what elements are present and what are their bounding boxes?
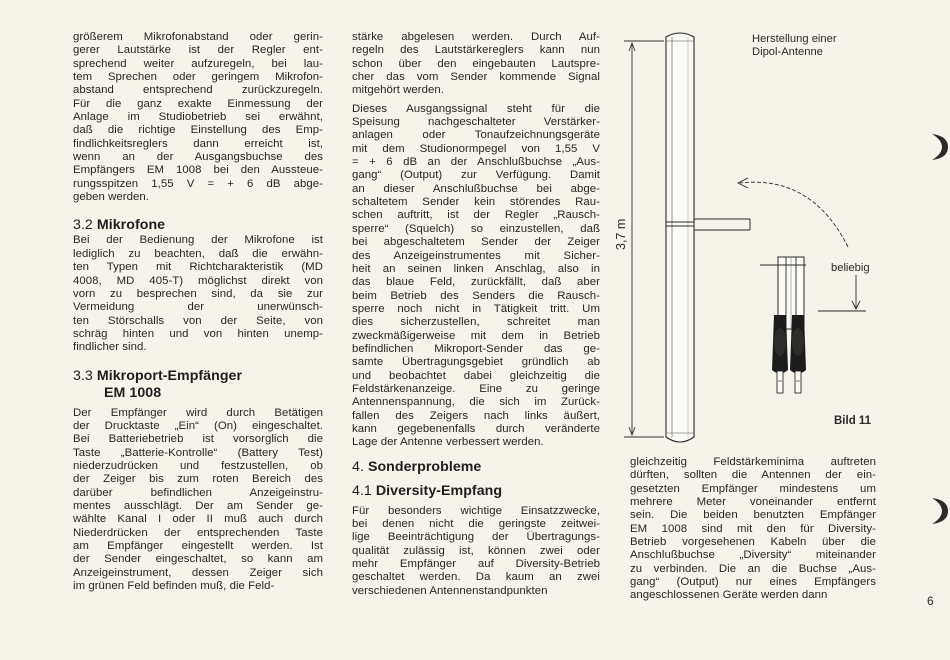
text-line: niederzudrücken und festzustellen, ob — [73, 459, 323, 472]
section-title: Mikrofone — [96, 217, 166, 234]
text-line: qualität zulässig ist, können zwei oder — [352, 544, 600, 557]
section-heading-4 — [352, 459, 600, 476]
text-line: = + 6 dB an der Anschlußbuchse „Aus- — [352, 156, 600, 169]
section-title: Mikroport-Empfänger — [96, 367, 243, 384]
section-number: 4. — [352, 458, 364, 475]
text-line: bei denen nicht die geringste zeitwei- — [352, 518, 600, 530]
text-line: lediglich zu beachten, daß die erwähn- — [73, 247, 323, 260]
text-line: gesetzten Empfänger mindestens um — [630, 482, 876, 495]
text-line: gerer Lautstärke ist der Regler ent- — [73, 44, 323, 57]
mikrofone-paragraph — [73, 234, 323, 354]
text-line: Vermeidung der unerwünsch- — [73, 301, 323, 314]
antenna-tube — [666, 33, 694, 442]
text-line: schon über den eingebauten Lautspre- — [352, 57, 600, 70]
text-line: rungsspitzen 1,55 V = + 6 dB abge- — [73, 177, 323, 190]
feldstaerke-paragraph — [352, 31, 600, 98]
text-line: Für die ganz exakte Einmessung der — [73, 97, 323, 110]
text-line: bei abgeschaltetem Sender der Zeiger — [352, 236, 600, 249]
text-line: mit dem Studionormpegel von 1,55 V — [352, 142, 600, 155]
text-line: dürften, sollten die Antennen der ein- — [630, 469, 876, 482]
text-line: Anschlußbuchse „Diversity“ miteinander — [630, 549, 876, 562]
text-line: Taste „Batterie-Kontrolle“ (Battery Test) — [73, 446, 323, 459]
text-line: der Zeiger bis zum roten Bereich des — [73, 473, 323, 486]
text-line: schräg hinten und von hinten unemp- — [73, 327, 323, 340]
text-line: Lage der Antenne verbessert werden. — [352, 436, 544, 449]
text-line: Dieses Ausgangssignal steht für die — [352, 102, 600, 115]
text-line: findlichkeitsreglers dann erreicht ist, — [73, 137, 323, 150]
text-line: dies sicherzustellen, schreitet man — [352, 316, 600, 329]
text-line: regeln des Lautstärkereglers kann nun — [352, 44, 600, 57]
text-line: zweckmäßigerweise mit dem in Betrieb — [352, 329, 600, 342]
text-line: sperre“ (Squelch) so einzustellen, daß — [352, 222, 600, 235]
text-line: im grünen Feld befinden muß, die Feld- — [73, 580, 275, 593]
text-line: cher das vom Sender kommende Signal — [352, 71, 600, 84]
figure-caption: Bild 11 — [834, 415, 872, 427]
text-column-3 — [630, 456, 876, 603]
figure-title-line-2: Dipol-Antenne — [752, 46, 823, 58]
text-line: geschaltet werden. Da kaum an zwei — [352, 571, 600, 584]
text-line: an dieser Anschlußbuchse bei abge- — [352, 182, 600, 195]
text-line: zu verbinden. Die an die Buchse „Aus- — [630, 562, 876, 575]
ausgangssignal-paragraph — [352, 103, 600, 450]
text-line: fallen des Zeigers nach links äußert, — [352, 409, 600, 422]
figure-title-line-1: Herstellung einer — [752, 33, 837, 45]
text-line: samte Übertragungsgebiet gründlich ab — [352, 356, 600, 369]
curved-arrow — [738, 178, 848, 247]
text-line: tem Sprechen oder geringem Mikrofon- — [73, 71, 323, 84]
text-line: wenn an der Ausgangsbuchse des — [73, 151, 323, 164]
text-line: Feldstärkenanzeige. Eine zu geringe — [352, 382, 600, 395]
text-line: und beobachtet dabei gleichzeitig die — [352, 369, 600, 382]
punch-hole-bottom — [928, 496, 948, 526]
text-line: 4008, MD 405-T) möglichst direkt von — [73, 274, 323, 287]
text-line: befindlichen Mikroport-Sender das ge- — [352, 342, 600, 355]
text-line: Für besonders wichtige Einsatzzwecke, — [352, 504, 600, 517]
section-subtitle: EM 1008 — [104, 384, 162, 401]
text-line: ten Typen mit Richtcharakteristik (MD — [73, 261, 323, 274]
text-line: EM 1008 sind mit den für Diversity- — [630, 522, 876, 535]
text-line: Betrieb vorgesehenen Kabeln über die — [630, 536, 876, 549]
text-line: stärke abgelesen werden. Durch Auf- — [352, 31, 600, 43]
text-column-2 — [352, 31, 600, 598]
text-line: des Anzeigeinstrumentes mit Sicher- — [352, 249, 600, 262]
text-column-1 — [73, 31, 323, 593]
text-line: Speisung nachgeschalteter Verstärker- — [352, 116, 600, 129]
text-line: geben werden. — [73, 191, 150, 204]
text-line: ten Störschalls von der Seite, von — [73, 314, 323, 327]
text-line: Niederdrücken der entsprechenden Taste — [73, 526, 323, 539]
text-line: gang“ (Output) zur Verfügung. Damit — [352, 169, 600, 182]
text-line: Antennenspannung, die sich im Zurück- — [352, 396, 600, 409]
text-line: sperre noch nicht in Tätigkeit tritt. Um — [352, 302, 600, 315]
text-line: mitgehört werden. — [352, 84, 445, 97]
diversity-continued-paragraph — [630, 456, 876, 603]
text-line: mentes ausschlägt. Der am Sender ge- — [73, 499, 323, 512]
text-line: mehrere Meter voneinander entfernt — [630, 496, 876, 509]
text-line: beim Betrieb des Senders die Rausch- — [352, 289, 600, 302]
text-line: Anzeigeinstrument, dessen Zeiger sich — [73, 566, 323, 579]
text-line: schen auftritt, ist der Regler „Rausch- — [352, 209, 600, 222]
text-line: abstand entsprechend zurückzuregeln. — [73, 84, 323, 97]
section-heading-3-3 — [73, 368, 323, 402]
feed-cable — [694, 219, 750, 230]
text-line: findlicher sind. — [73, 341, 147, 354]
text-line: kann gegebenenfalls durch veränderte — [352, 422, 600, 435]
beliebig-label: beliebig — [831, 262, 870, 274]
text-line: wählte Kanal I oder II muß auch durch — [73, 513, 323, 526]
text-line: gang“ (Output) nur eines Empfängers — [630, 576, 876, 589]
section-title: Sonderprobleme — [367, 458, 482, 475]
text-line: schaltetem Sender kein störendes Rau- — [352, 196, 600, 209]
text-line: größerem Mikrofonabstand oder gerin- — [73, 31, 323, 43]
text-line: heit an seinen linken Anschlag, also in — [352, 262, 600, 275]
diversity-paragraph — [352, 505, 600, 598]
text-line: der Sender eingeschaltet, so kann am — [73, 553, 323, 566]
text-line: sein. Die beiden benutzten Empfänger — [630, 509, 876, 522]
empfaenger-paragraph — [73, 407, 323, 594]
text-line: am Empfänger eingestellt werden. Ist — [73, 540, 323, 552]
text-line: Bei der Bedienung der Mikrofone ist — [73, 234, 323, 247]
text-line: Anlage im Studiobetrieb sei erwähnt, — [73, 111, 323, 124]
text-line: daß die richtige Einstellung des Emp- — [73, 124, 323, 137]
text-line: gleichzeitig Feldstärkeminima auftreten — [630, 456, 876, 468]
text-line: lige Beeinträchtigung der Übertragungs- — [352, 531, 600, 544]
section-heading-3-2 — [73, 217, 323, 234]
section-number: 4.1 — [352, 482, 372, 499]
section-heading-4-1 — [352, 483, 600, 500]
section-number: 3.3 — [73, 367, 93, 384]
section-number: 3.2 — [73, 217, 93, 234]
text-line: Der Empfänger wird durch Betätigen — [73, 406, 323, 419]
dimension-line — [624, 41, 664, 437]
text-line: Empfängers EM 1008 bei den Aussteue- — [73, 164, 323, 177]
text-line: sprechend weiter aufzuregeln, bei lau- — [73, 57, 323, 70]
banana-plug-left — [772, 315, 788, 393]
text-line: anlagen oder Tonaufzeichnungsgeräte — [352, 129, 600, 142]
text-line: angeschlossenen Geräte werden dann — [630, 589, 828, 602]
dipole-antenna-illustration — [600, 25, 900, 455]
page-number: 6 — [927, 594, 934, 608]
text-line: verschiedenen Antennenstandpunkten — [352, 584, 548, 597]
intro-paragraph — [73, 31, 323, 204]
length-label: 3,7 m — [614, 218, 628, 250]
text-line: darüber befindlichen Anzeigeinstru- — [73, 486, 323, 499]
text-line: das blaue Feld, zurückfällt, daß aber — [352, 276, 600, 289]
text-line: mehr Empfänger auf Diversity-Betrieb — [352, 558, 600, 571]
punch-hole-top — [928, 132, 948, 162]
text-line: Bei Batteriebetrieb ist vorsorglich die — [73, 433, 323, 446]
text-line: vorn zu besprechen sind, da sie zur — [73, 287, 323, 300]
banana-plug-right — [790, 315, 806, 393]
text-line: der Drucktaste „Ein“ (On) eingeschaltet. — [73, 419, 323, 432]
section-title: Diversity-Empfang — [375, 482, 503, 499]
